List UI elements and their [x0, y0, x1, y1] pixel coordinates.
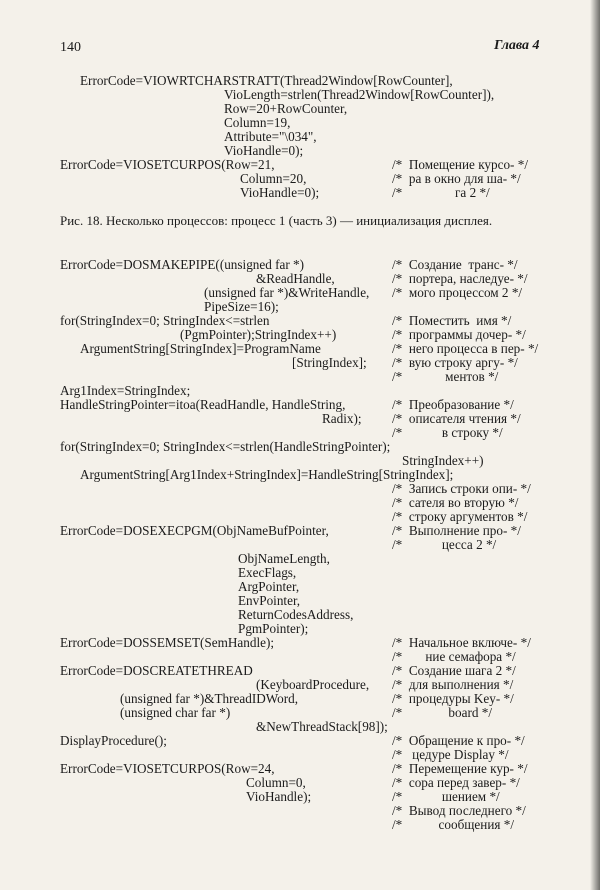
comment-line: /* Вывод последнего */ — [392, 803, 526, 818]
comment-line: /* board */ — [392, 705, 492, 720]
code-line: ObjNameLength, — [238, 551, 330, 566]
comment-line: /* Создание транс- */ — [392, 257, 518, 272]
comment-line: /* Запись строки опи- */ — [392, 481, 531, 496]
code-line: VioLength=strlen(Thread2Window[RowCounter]), — [224, 87, 495, 102]
code-line: &ReadHandle, — [256, 271, 335, 286]
comment-line: /* портера, наследуе- */ — [392, 271, 528, 286]
code-line: ErrorCode=VIOSETCURPOS(Row=21, — [60, 157, 275, 172]
code-line: ErrorCode=VIOWRTCHARSTRATT(Thread2Window[RowCounter], — [80, 73, 453, 88]
comment-line: /* Выполнение про- */ — [392, 523, 521, 538]
code-line: Column=19, — [224, 115, 291, 130]
code-line: &NewThreadStack[98]); — [256, 719, 388, 734]
code-line: for(StringIndex=0; StringIndex<=strlen(HandleStringPointer); — [60, 439, 391, 454]
code-line: ArgPointer, — [238, 579, 300, 594]
comment-line: /* Создание шага 2 */ — [392, 663, 516, 678]
code-line: PipeSize=16); — [204, 299, 279, 314]
code-line: VioHandle); — [246, 789, 312, 804]
comment-line: /* Поместить имя */ — [392, 313, 512, 328]
page-edge-shadow — [590, 0, 600, 890]
code-line: [StringIndex]; — [292, 355, 367, 370]
code-line: Row=20+RowCounter, — [224, 101, 348, 116]
comment-line: /* ра в окно для ша- */ — [392, 171, 521, 186]
code-line: VioHandle=0); — [240, 185, 320, 200]
comment-line: /* Преобразование */ — [392, 397, 514, 412]
comment-line: /* ментов */ — [392, 369, 499, 384]
code-line: HandleStringPointer=itoa(ReadHandle, HandleString, — [60, 397, 346, 412]
code-line: EnvPointer, — [238, 593, 301, 608]
comment-line: /* га 2 */ — [392, 185, 490, 200]
comment-line: /* программы дочер- */ — [392, 327, 526, 342]
code-line: (unsigned far *)&ThreadIDWord, — [120, 691, 299, 706]
code-line: ArgumentString[StringIndex]=ProgramName — [80, 341, 321, 356]
figure-caption: Рис. 18. Несколько процессов: процесс 1 (часть 3) — инициализация дисплея. — [60, 213, 493, 228]
code-line: VioHandle=0); — [224, 143, 304, 158]
code-line: ExecFlags, — [238, 565, 297, 580]
code-line: ErrorCode=VIOSETCURPOS(Row=24, — [60, 761, 275, 776]
code-line: Column=0, — [246, 775, 306, 790]
code-line: for(StringIndex=0; StringIndex<=strlen — [60, 313, 270, 328]
code-line: ErrorCode=DOSMAKEPIPE((unsigned far *) — [60, 257, 305, 272]
code-line: (unsigned far *)&WriteHandle, — [204, 285, 370, 300]
comment-line: /* цедуре Display */ — [392, 747, 509, 762]
comment-line: /* ние семафора */ — [392, 649, 516, 664]
code-line: ArgumentString[Arg1Index+StringIndex]=HandleString[StringIndex]; — [80, 467, 454, 482]
comment-line: /* в строку */ — [392, 425, 503, 440]
code-line: (unsigned char far *) — [120, 705, 231, 720]
code-line: (KeyboardProcedure, — [256, 677, 370, 692]
code-line: DisplayProcedure(); — [60, 733, 167, 748]
comment-line: /* Перемещение кур- */ — [392, 761, 528, 776]
code-line: ErrorCode=DOSSEMSET(SemHandle); — [60, 635, 275, 650]
comment-line: /* строку аргументов */ — [392, 509, 528, 524]
comment-line: /* шением */ — [392, 789, 500, 804]
code-line: PgmPointer); — [238, 621, 309, 636]
comment-line: /* Обращение к про- */ — [392, 733, 525, 748]
comment-line: /* сообщения */ — [392, 817, 515, 832]
code-line: Column=20, — [240, 171, 307, 186]
chapter-header: Глава 4 — [494, 38, 540, 53]
comment-line: /* Помещение курсо- */ — [392, 157, 528, 172]
code-line: Radix); — [322, 411, 362, 426]
comment-line: /* сателя во вторую */ — [392, 495, 519, 510]
comment-line: /* мого процессом 2 */ — [392, 285, 523, 300]
code-line: ErrorCode=DOSCREATETHREAD — [60, 663, 253, 678]
comment-line: /* вую строку аргу- */ — [392, 355, 518, 370]
comment-line: /* процедуры Key- */ — [392, 691, 514, 706]
page-number: 140 — [60, 40, 81, 55]
code-line: StringIndex++) — [402, 453, 484, 468]
comment-line: /* него процесса в пер- */ — [392, 341, 539, 356]
comment-line: /* описателя чтения */ — [392, 411, 521, 426]
comment-line: /* сора перед завер- */ — [392, 775, 520, 790]
code-line: Arg1Index=StringIndex; — [60, 383, 191, 398]
code-line: ReturnCodesAddress, — [238, 607, 354, 622]
code-line: ErrorCode=DOSEXECPGM(ObjNameBufPointer, — [60, 523, 329, 538]
code-line: (PgmPointer);StringIndex++) — [180, 327, 337, 342]
code-line: Attribute="\034", — [224, 129, 317, 144]
comment-line: /* для выполнения */ — [392, 677, 514, 692]
comment-line: /* цесса 2 */ — [392, 537, 497, 552]
comment-line: /* Начальное включе- */ — [392, 635, 531, 650]
